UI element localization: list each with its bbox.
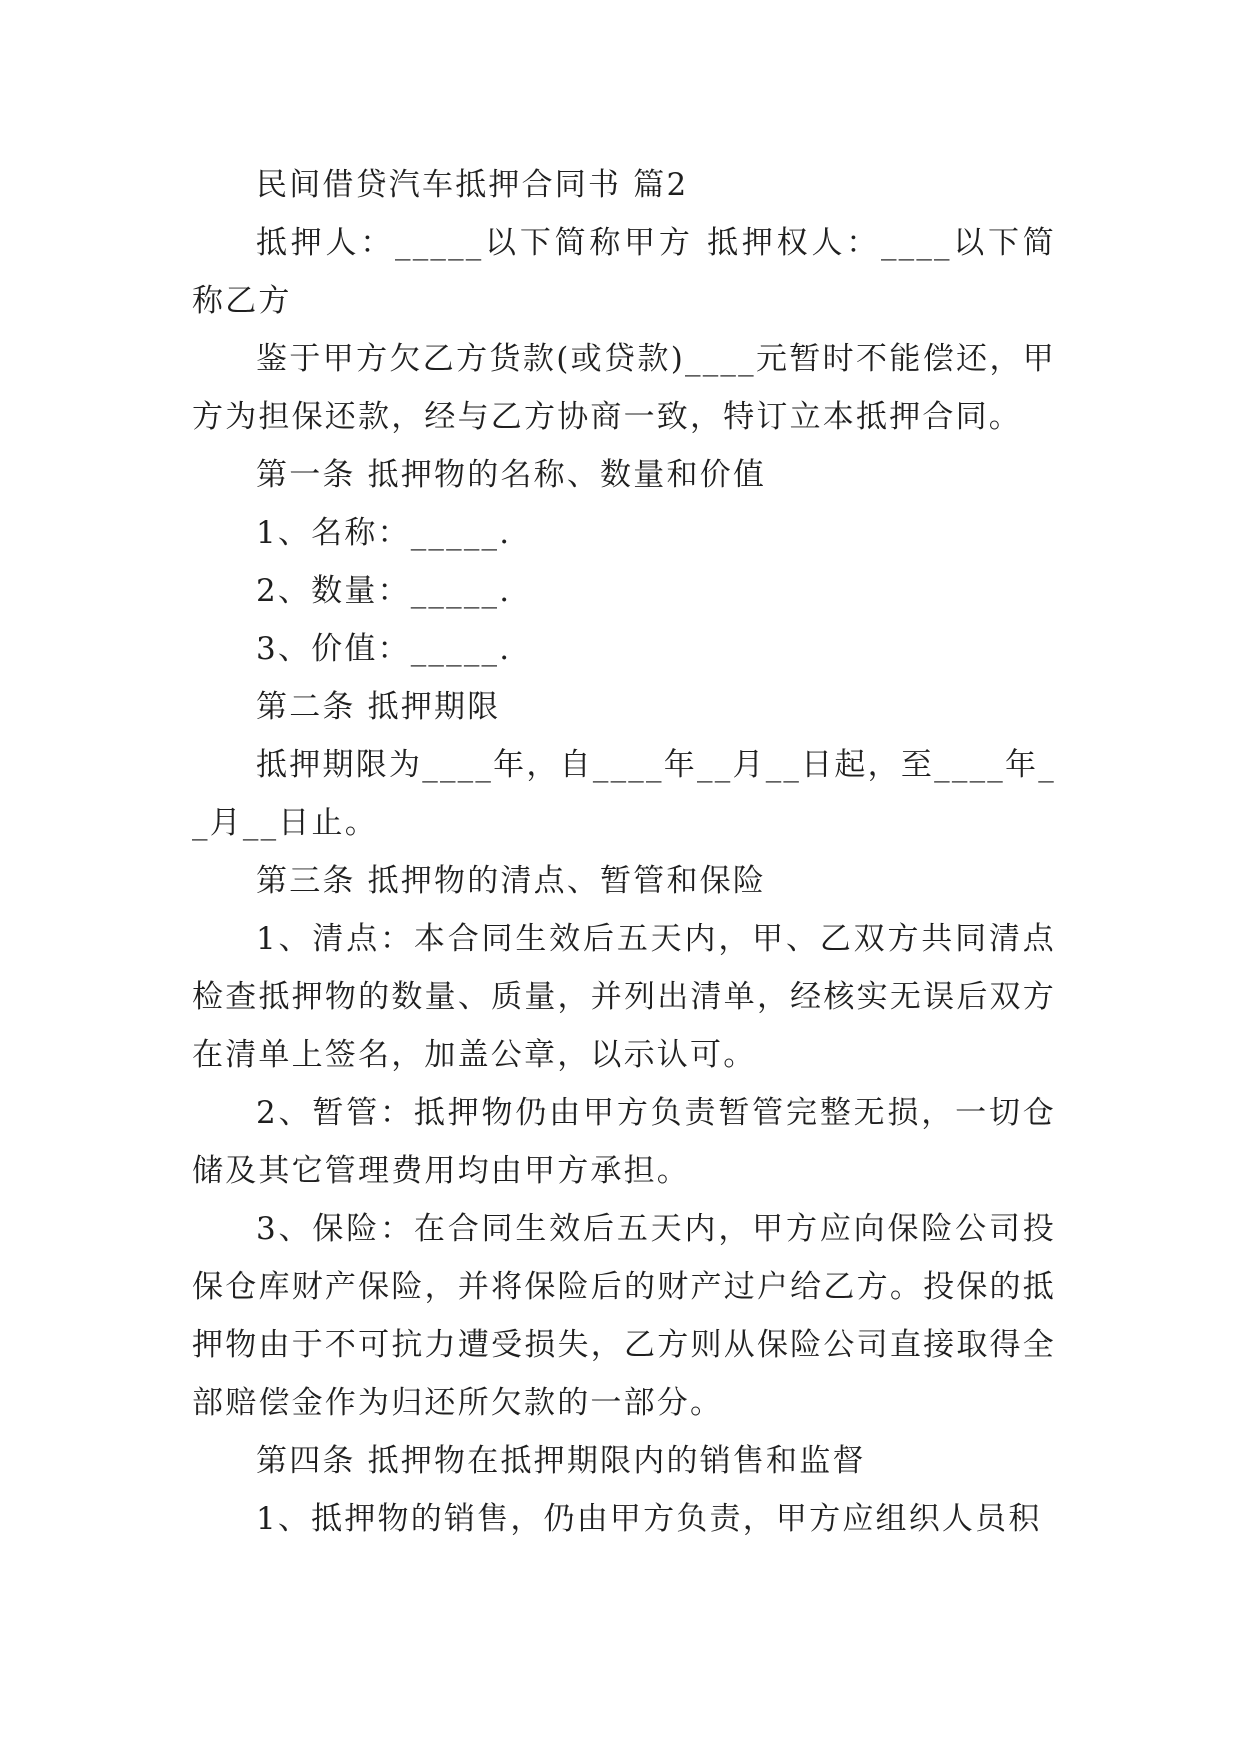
article-1-item-name: 1、名称：_____.	[256, 515, 512, 551]
article-2-heading: 第二条 抵押期限	[256, 689, 501, 725]
document-heading: 民间借贷汽车抵押合同书 篇2	[256, 167, 689, 203]
article-3-item-insurance: 3、保险：在合同生效后五天内，甲方应向保险公司投保仓库财产保险，并将保险后的财产过户给乙方。投保的抵押物由于不可抗力遭受损失，乙方则从保险公司直接取得全部赔偿金作为归还所欠款的一部分。	[192, 1211, 1056, 1421]
article-4-heading: 第四条 抵押物在抵押期限内的销售和监督	[256, 1443, 866, 1479]
article-1-item-value: 3、价值：_____.	[256, 631, 512, 667]
article-4-item-sales: 1、抵押物的销售，仍由甲方负责，甲方应组织人员积	[256, 1501, 1042, 1537]
article-3-heading: 第三条 抵押物的清点、暂管和保险	[256, 863, 767, 899]
article-3-item-inventory: 1、清点：本合同生效后五天内，甲、乙双方共同清点检查抵押物的数量、质量，并列出清单，经核实无误后双方在清单上签名，加盖公章，以示认可。	[192, 921, 1056, 1073]
article-2-paragraph: 抵押期限为____年，自____年__月__日起，至____年__月__日止。	[192, 747, 1056, 841]
article-1-item-quantity: 2、数量：_____.	[256, 573, 512, 609]
document-body	[192, 156, 1056, 1548]
parties-paragraph: 抵押人：_____以下简称甲方 抵押权人：____以下简称乙方	[192, 225, 1056, 319]
article-3-item-custody: 2、暂管：抵押物仍由甲方负责暂管完整无损，一切仓储及其它管理费用均由甲方承担。	[192, 1095, 1056, 1189]
article-1-heading: 第一条 抵押物的名称、数量和价值	[256, 457, 767, 493]
preamble-paragraph: 鉴于甲方欠乙方货款(或贷款)____元暂时不能偿还，甲方为担保还款，经与乙方协商一致，特订立本抵押合同。	[192, 341, 1056, 435]
